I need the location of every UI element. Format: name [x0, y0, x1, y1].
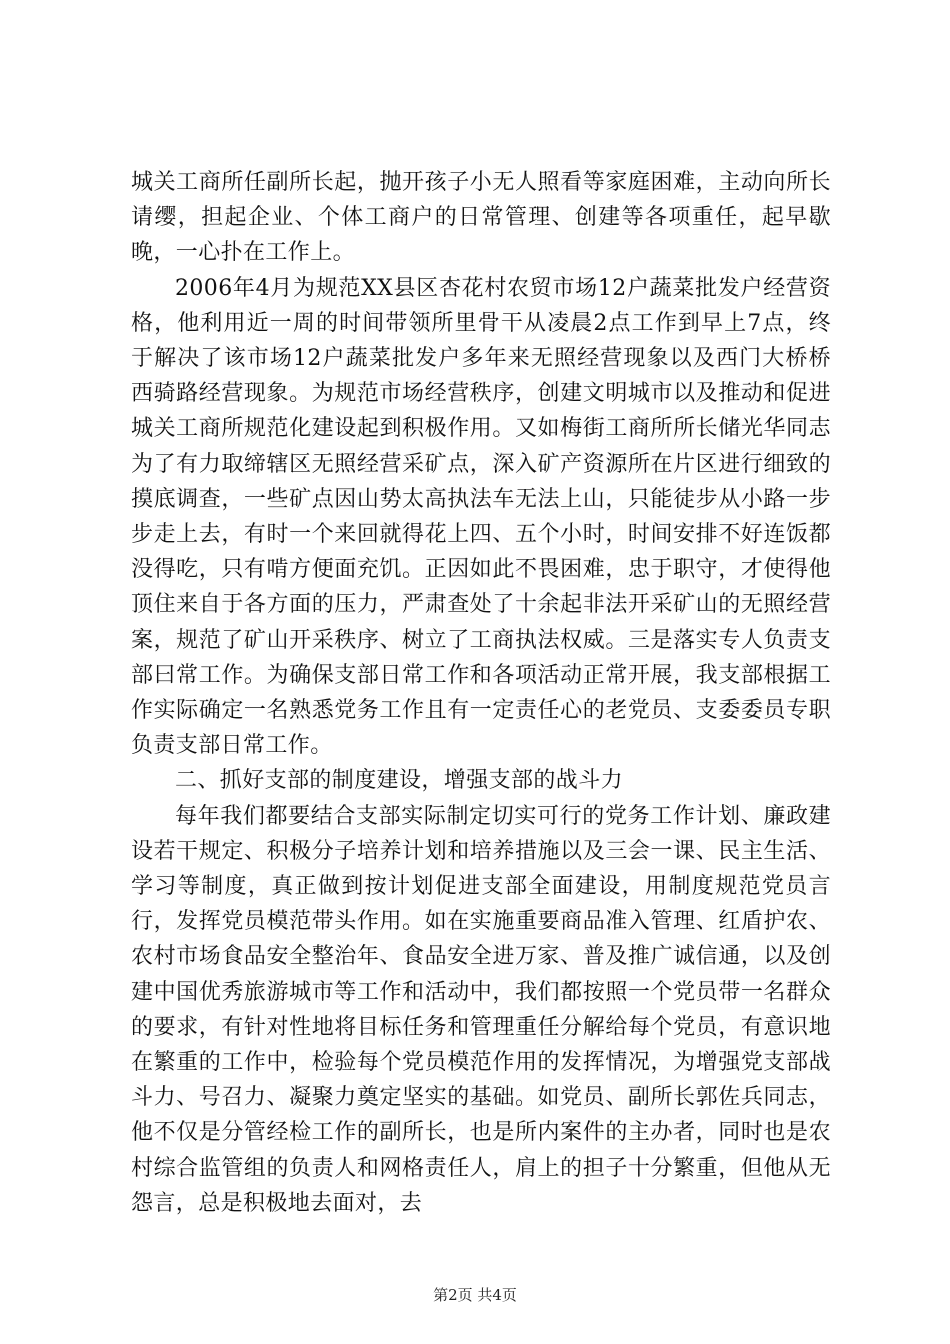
section-heading: 二、抓好支部的制度建设，增强支部的战斗力	[175, 768, 624, 794]
document-body	[131, 165, 831, 1221]
paragraph-market-regulation: 2006年4月为规范XX县区杏花村农贸市场12户蔬菜批发户经营资格，他利用近一周的时间带领所里骨干从凌晨2点工作到早上7点，终于解决了该市场12户蔬菜批发户多年来无照经营现象以及西门大桥桥西骑路经营现象。为规范市场经营秩序，创建文明城市以及推动和促进城关工商所规范化建设起到积极作用。又如梅街工商所所长储光华同志为了有力取缔辖区无照经营采矿点，深入矿产资源所在片区进行细致的摸底调查，一些矿点因山势太高执法车无法上山，只能徒步从小路一步步走上去，有时一个来回就得花上四、五个小时，时间安排不好连饭都没得吃，只有啃方便面充饥。正因如此不畏困难，忠于职守，才使得他顶住来自于各方面的压力，严肃查处了十余起非法开采矿山的无照经营案，规范了矿山开采秩序、树立了工商执法权威。三是落实专人负责支部曰常工作。为确保支部日常工作和各项活动正常开展，我支部根据工作实际确定一名熟悉党务工作且有一定责任心的老党员、支委委员专职负责支部日常工作。	[131, 275, 831, 759]
page-number-footer: 第2页 共4页	[433, 1286, 517, 1304]
paragraph-system-building: 每年我们都要结合支部实际制定切实可行的党务工作计划、廉政建设若干规定、积极分子培养计划和培养措施以及三会一课、民主生活、学习等制度，真正做到按计划促进支部全面建设，用制度规范党员言行，发挥党员模范带头作用。如在实施重要商品准入管理、红盾护农、农村市场食品安全整治年、食品安全进万家、普及推广诚信通，以及创建中国优秀旅游城市等工作和活动中，我们都按照一个党员带一名群众的要求，有针对性地将目标任务和管理重任分解给每个党员，有意识地在繁重的工作中，检验每个党员模范作用的发挥情况，为增强党支部战斗力、号召力、凝聚力奠定坚实的基础。如党员、副所长郭佐兵同志，他不仅是分管经检工作的副所长，也是所内案件的主办者，同时也是农村综合监管组的负责人和网格责任人，肩上的担子十分繁重，但他从无怨言，总是积极地去面对，去	[131, 803, 831, 1216]
paragraph-continuation: 城关工商所任副所长起，抛开孩子小无人照看等家庭困难，主动向所长请缨，担起企业、个体工商户的日常管理、创建等各项重任，起早歇晚，一心扑在工作上。	[131, 170, 831, 266]
